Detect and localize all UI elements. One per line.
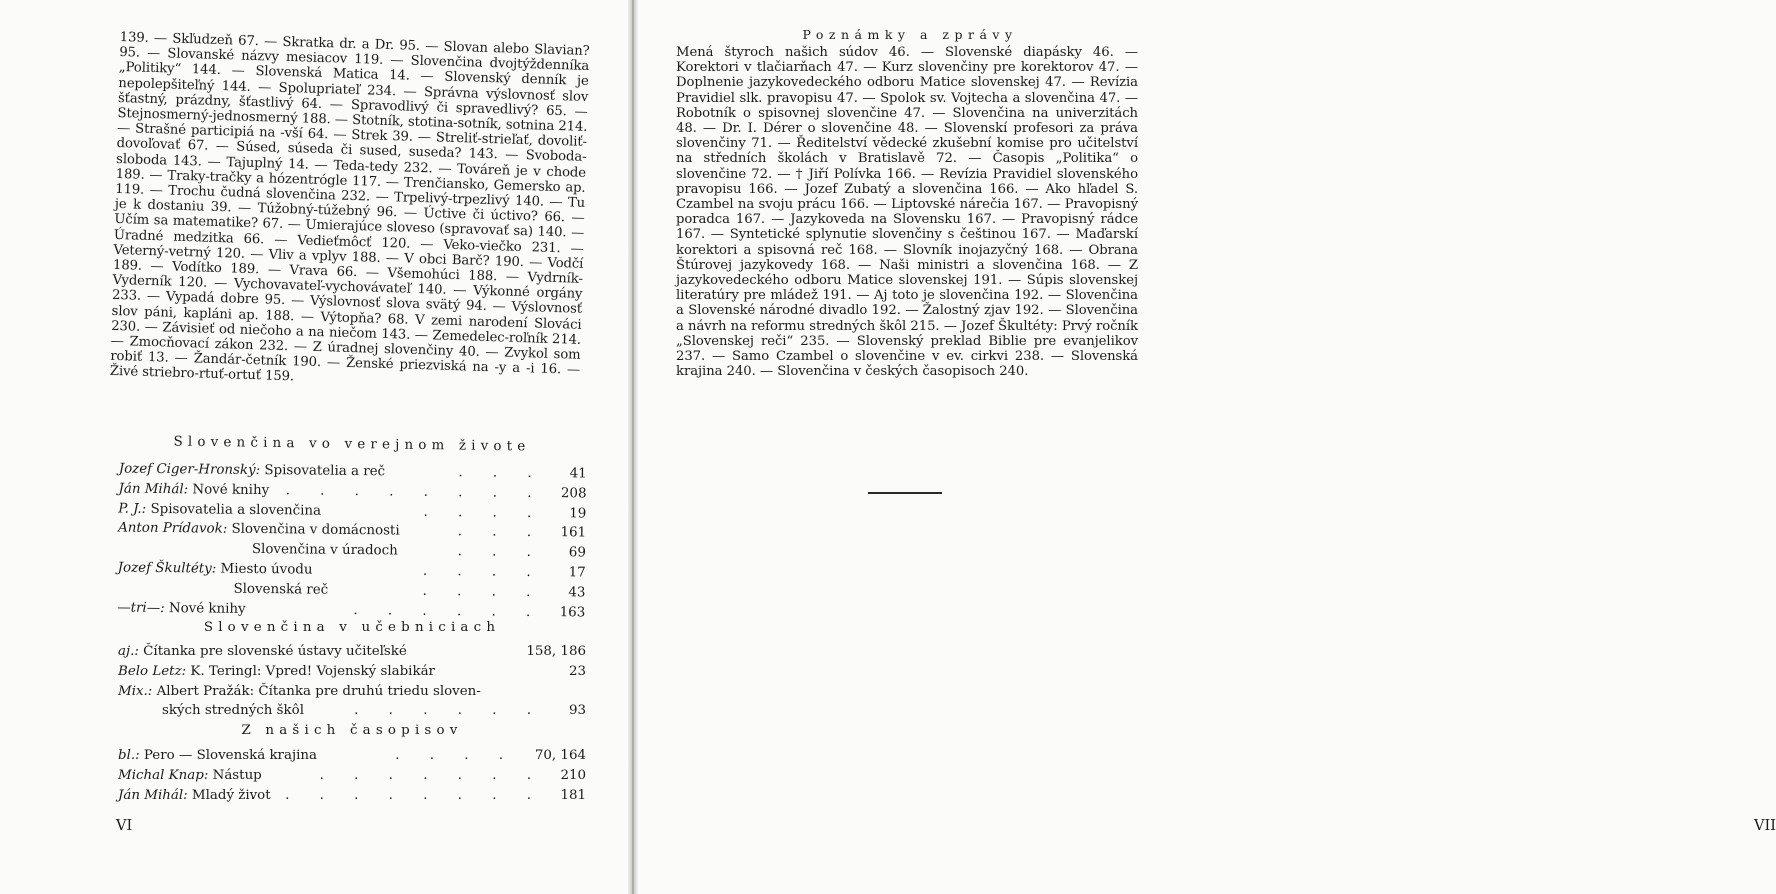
closing-rule bbox=[868, 492, 942, 494]
section-heading-public-life: Slovenčina vo verejnom živote bbox=[173, 434, 531, 455]
section-heading-textbooks: Slovenčina v učebniciach bbox=[203, 620, 501, 635]
toc-entry: bl.: Pero — Slovenská krajina . . . . 70, 164 bbox=[118, 748, 586, 763]
toc-entry: Ján Mihál: Mladý život . . . . . . . . . 181 bbox=[118, 787, 586, 803]
toc-entry: Michal Knap: Nástup . . . . . . . 210 bbox=[118, 767, 586, 783]
toc-entry: Slovenská reč . . . . 43 bbox=[233, 581, 586, 601]
left-index-paragraph: 139. — Skľudzeň 67. — Skratka dr. a Dr. 95. — Slovan alebo Slavian? 95. — Slovanské názvy mesiacov 119. — Slovenčina dvojtýždenníka „Politiky“ 144. — Slovenská Matica 14. — Slovenský denník je nepolepšiteľný 144. — Spolupriateľ 234. — Správna výslovnosť slov šťastný, prázdny, šťastlivý 64. — Spravodlivý či spravedlivý? 65. — Stejnosmerný-jednosmerný 188. — Stotník, stotina-sotník, sotnina 214. — Strašné participiá na -vší 64. — Strek 39. — Streliť-strieľať, dovoliť-dovoľovať 67. — Súsed, súseda či sused, suseda? 143. — Svoboda-sloboda 143. — Tajuplný 14. — Teda-tedy 232. — Továreň je v chode 189. — Traky-tračky a hózentrógle 117. — Trenčiansko, Gemersko ap. 119. — Trochu čudná slovenčina 232. — Trpelivý-trpezlivý 140. — Tu je k dostaniu 39. — Túžobný-túžebný 96. — Úctive či úctivo? 66. — Učím sa matematike? 67. — Umierajúce sloveso (spravovať sa) 140. — Úradné medzitka 66. — Vedieťmôcť 120. — Veko-viečko 231. — Veterný-vetrný 120. — Vliv a vplyv 188. — V obci Barč? 190. — Vodčí 189. — Vodítko 189. — Vrava 66. — Všemohúci 188. — Vydrník-Vyderník 120. — Vychovavateľ-vychovávateľ 140. — Výkonné orgány 233. — Vypadá dobre 95. — Výslovnosť slova svätý 94. — Výslovnosť slov páni, kapláni ap. 188. — Výtopňa? 68. V zemi narodení Slováci 230. — Závisieť od niečoho a na niečom 143. — Zemedelec-roľník 214. — Zmocňovací zákon 232. — Z úradnej slovenčiny 40. — Zvykol som robiť 13. — Žandár-četník 190. — Ženské priezviská na -y a -i 16. — Živé striebro-rtuť-ortuť 159. bbox=[109, 30, 590, 385]
toc-entry: ských stredných škôl . . . . . . 93 bbox=[162, 703, 586, 719]
left-page bbox=[0, 0, 630, 894]
toc-textbooks bbox=[118, 642, 586, 721]
toc-entry: Mix.: Albert Pražák: Čítanka pre druhú triedu sloven- bbox=[118, 683, 481, 699]
toc-entry: Jozef Ciger-Hronský: Spisovatelia a reč . . . 41 bbox=[118, 461, 587, 482]
toc-entry: —tri—: Nové knihy . . . . . . 163 bbox=[117, 600, 586, 621]
toc-entry: P. J.: Spisovatelia a slovenčina . . . . 19 bbox=[118, 501, 587, 522]
section-heading-journals: Z našich časopisov bbox=[241, 723, 463, 738]
toc-entry: Belo Letz: K. Teringl: Vpred! Vojenský slabikár 23 bbox=[118, 663, 586, 679]
right-notes-paragraph: Mená štyroch našich súdov 46. — Slovenské diapásky 46. — Korektori v tlačiarňach 47. — Kurz slovenčiny pre korektorov 47. — Doplnenie jazykovedeckého odboru Matice slovenskej 47. — Revízia Pravidiel slk. pravopisu 47. — Spolok sv. Vojtecha a slovenčina 47. — Robotník o spisovnej slovenčine 47. — Slovenčina na univerzitách 48. — Dr. I. Dérer o slovenčine 48. — Slovenskí profesori za práva slovenčiny 71. — Ředitelství vědecké zkušební komise pro učitelství na středních školách v Bratislavě 72. — Časopis „Politika“ o slovenčine 72. — † Jiří Polívka 166. — Revízia Pravidiel slovenského pravopisu 166. — Jozef Zubatý a slovenčina 166. — Ako hľadel S. Czambel na svoju prácu 166. — Liptovské nárečia 167. — Pravopisný poradca 167. — Jazykoveda na Slovensku 167. — Pravopisný rádce 167. — Syntetické splynutie slovenčiny s češtinou 167. — Maďarskí korektori a spisovná reč 168. — Slovník inojazyčný 168. — Obrana Štúrovej jazykovedy 168. — Naši ministri a slovenčina 168. — Z jazykovedeckého odboru Matice slovenskej 191. — Súpis slovenskej literatúry pre mládež 191. — Aj toto je slovenčina 192. — Slovenčina a Slovenské národné divadlo 192. — Žalostný zjav 192. — Slovenčina a návrh na reformu stredných škôl 215. — Jozef Škultéty: Prvý ročník „Slovenskej reči“ 235. — Slovenský preklad Biblie pre evanjelikov 237. — Samo Czambel o slovenčine v ev. cirkvi 238. — Slovenská krajina 240. — Slovenčina v českých časopisoch 240. bbox=[676, 45, 1138, 380]
toc-public-life bbox=[117, 460, 587, 623]
page-number-right: VII bbox=[1754, 818, 1776, 834]
toc-journals bbox=[118, 746, 586, 805]
right-page-heading: Poznámky a zprávy bbox=[802, 27, 1018, 42]
toc-entry: Slovenčina v úradoch . . . 69 bbox=[251, 542, 586, 561]
page-number-left: VI bbox=[116, 818, 133, 834]
toc-entry: Anton Prídavok: Slovenčina v domácnosti . . . 161 bbox=[118, 520, 587, 541]
toc-entry: Jozef Škultéty: Miesto úvodu . . . . 17 bbox=[117, 560, 586, 581]
book-spine bbox=[628, 0, 638, 894]
toc-entry: aj.: Čítanka pre slovenské ústavy učiteľské 158, 186 bbox=[118, 644, 586, 659]
toc-entry: Ján Mihál: Nové knihy . . . . . . . . 208 bbox=[118, 481, 587, 502]
